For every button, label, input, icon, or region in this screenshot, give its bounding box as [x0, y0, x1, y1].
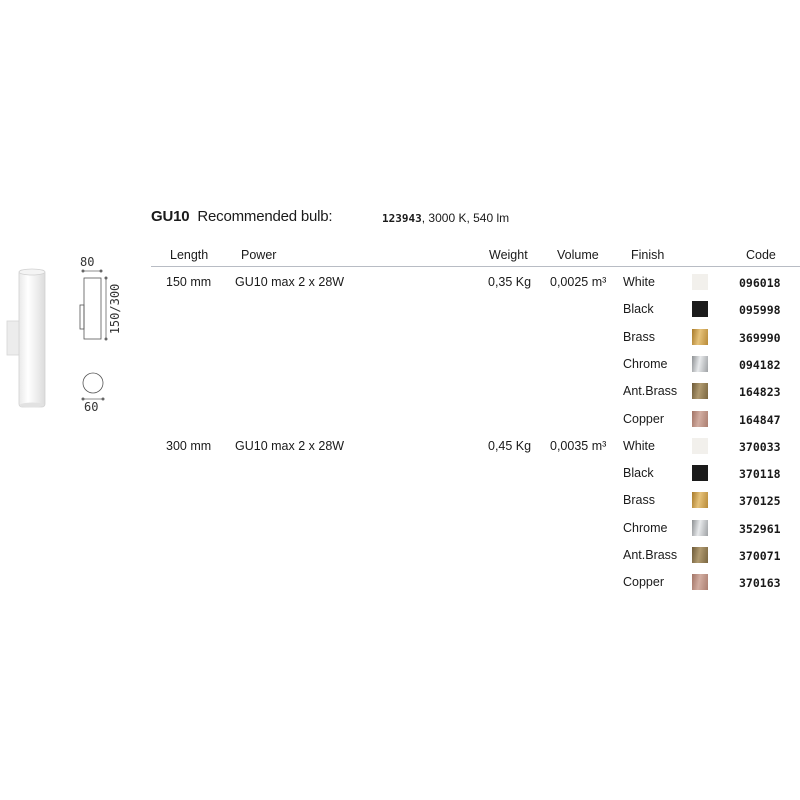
- finish-name: White: [623, 438, 655, 453]
- product-code: 164847: [739, 412, 781, 427]
- finish-name: Brass: [623, 329, 655, 344]
- variant-weight: 0,35 Kg: [488, 275, 532, 289]
- bulb-spec-text: , 3000 K, 540 lm: [421, 211, 510, 225]
- finish-name: White: [623, 275, 655, 289]
- variant-length: 300 mm: [166, 438, 212, 453]
- finish-name: Copper: [623, 411, 664, 426]
- bulb-spec: [382, 211, 509, 225]
- width-dimension: 80: [80, 255, 95, 269]
- finish-swatch: [692, 411, 708, 427]
- product-code: 094182: [739, 357, 781, 372]
- header-finish: Finish: [631, 248, 665, 262]
- product-code: 370118: [739, 467, 781, 482]
- product-code: 095998: [739, 303, 781, 318]
- product-image: [0, 255, 60, 415]
- variant-volume: 0,0035 m³: [550, 438, 607, 453]
- finish-name: Chrome: [623, 356, 668, 371]
- product-code: 164823: [739, 385, 781, 400]
- finish-swatch: [692, 520, 708, 536]
- finish-swatch: [692, 574, 708, 590]
- product-code: 370033: [739, 439, 781, 454]
- finish-swatch: [692, 274, 708, 290]
- finish-swatch: [692, 301, 708, 317]
- product-code: 370071: [739, 549, 781, 563]
- bulb-socket: GU10: [151, 208, 190, 225]
- finish-name: Brass: [623, 493, 655, 508]
- product-code: 352961: [739, 521, 781, 536]
- finish-swatch: [692, 329, 708, 345]
- finish-name: Black: [623, 302, 654, 317]
- bulb-title: [151, 208, 332, 225]
- finish-name: Ant.Brass: [623, 384, 678, 399]
- product-code: 369990: [739, 330, 781, 345]
- header-code: Code: [746, 248, 776, 262]
- finish-name: Chrome: [623, 520, 668, 535]
- header-power: Power: [241, 248, 277, 262]
- finish-name: Copper: [623, 575, 664, 590]
- variant-weight: 0,45 Kg: [488, 438, 532, 453]
- variant-power: GU10 max 2 x 28W: [235, 275, 345, 289]
- finish-swatch: [692, 492, 708, 508]
- height-dimension: 150/300: [108, 283, 122, 335]
- header-divider: [151, 266, 800, 267]
- finish-swatch: [692, 547, 708, 563]
- header-volume: Volume: [557, 248, 599, 262]
- bulb-label: Recommended bulb:: [197, 208, 333, 225]
- variant-power: GU10 max 2 x 28W: [235, 438, 345, 453]
- bulb-code: 123943: [382, 212, 422, 225]
- finish-name: Ant.Brass: [623, 548, 678, 562]
- finish-swatch: [692, 383, 708, 399]
- finish-name: Black: [623, 466, 654, 481]
- variant-volume: 0,0025 m³: [550, 275, 607, 289]
- product-code: 370125: [739, 494, 781, 509]
- finish-swatch: [692, 465, 708, 481]
- finish-swatch: [692, 438, 708, 454]
- diameter-dimension: 60: [84, 400, 99, 414]
- header-length: Length: [170, 248, 209, 262]
- product-code: 370163: [739, 576, 781, 591]
- finish-swatch: [692, 356, 708, 372]
- product-code: 096018: [739, 276, 781, 290]
- variant-length: 150 mm: [166, 275, 212, 289]
- header-weight: Weight: [489, 248, 528, 262]
